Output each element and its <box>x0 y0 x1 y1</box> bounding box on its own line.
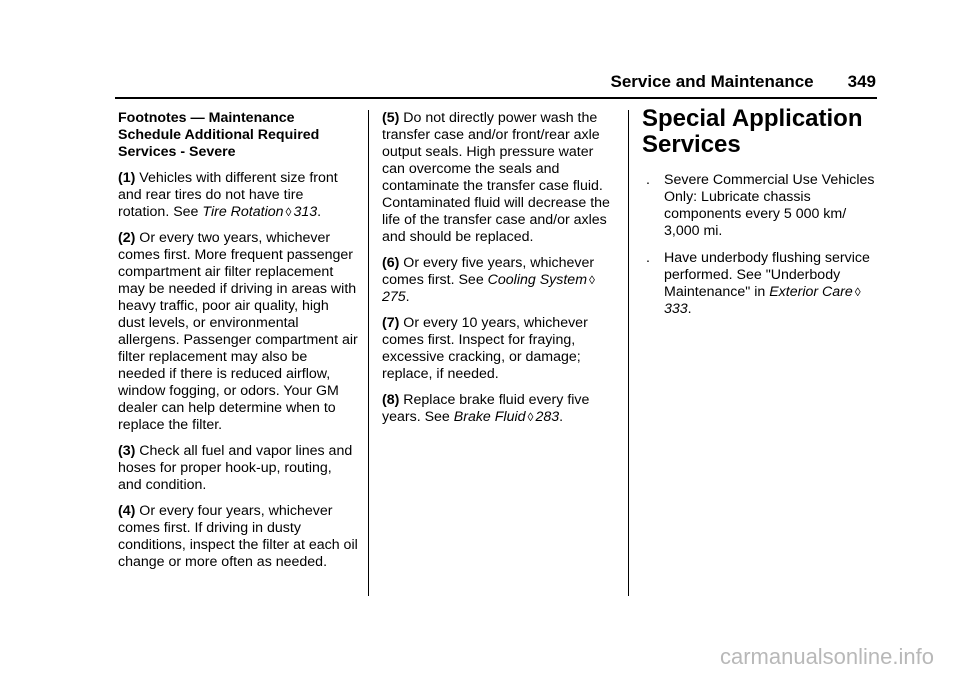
section-title: Service and Maintenance <box>610 72 814 91</box>
footnote-3 <box>118 443 358 494</box>
footnote-2 <box>118 230 358 434</box>
watermark: carmanualsonline.info <box>719 644 934 669</box>
column-middle <box>382 110 614 435</box>
footnote-number: (7) <box>382 315 400 331</box>
header-rule <box>115 97 877 99</box>
footnotes-heading: Footnotes — Maintenance Schedule Additional Required Services - Severe <box>118 110 320 160</box>
footnote-text: Do not directly power wash the transfer case and/or front/rear axle output seals. High pressure water can overcome the seals and contaminate the transfer case fluid. Contaminated fluid will decrease the life of the transfer case and/or axles and should be replaced. <box>382 110 610 245</box>
footnote-7 <box>382 315 614 383</box>
list-item-text: Severe Commercial Use Vehicles Only: Lubricate chassis components every 5 000 km/ 3,000 mi. <box>664 172 875 239</box>
footnote-text: Or every four years, whichever comes first. If driving in dusty conditions, inspect the filter at each oil change or more often as needed. <box>118 503 358 570</box>
footnote-5 <box>382 110 614 246</box>
cross-reference-page[interactable]: 313 <box>293 204 318 220</box>
page-ref-icon: ◊ <box>285 205 292 219</box>
footnote-number: (5) <box>382 110 400 126</box>
footnote-number: (2) <box>118 230 136 246</box>
punctuation: . <box>687 301 692 317</box>
list-item <box>642 172 878 240</box>
list-item <box>642 250 878 318</box>
section-heading: Special Application Services <box>642 105 863 158</box>
cross-reference-page[interactable]: 333 <box>664 301 688 317</box>
bullet-icon: . <box>646 250 650 266</box>
page-ref-icon: ◊ <box>589 273 595 287</box>
column-right <box>642 106 878 328</box>
punctuation: . <box>405 289 410 305</box>
cross-reference-link[interactable]: Brake Fluid <box>453 409 526 425</box>
footnote-8 <box>382 392 614 426</box>
footnote-number: (4) <box>118 503 136 519</box>
footnote-text: Replace brake fluid every five years. See <box>382 392 590 425</box>
punctuation: . <box>317 204 322 220</box>
footnote-number: (3) <box>118 443 136 459</box>
punctuation: . <box>559 409 564 425</box>
footnote-text: Vehicles with different size front and rear tires do not have tire rotation. See <box>118 170 338 220</box>
page-ref-icon: ◊ <box>854 285 861 299</box>
cross-reference-link[interactable]: Cooling System <box>487 272 588 288</box>
footnote-number: (6) <box>382 255 400 271</box>
footnote-text: Or every five years, whichever comes first. See <box>382 255 595 288</box>
page-number: 349 <box>847 72 876 91</box>
cross-reference-page[interactable]: 275 <box>382 289 406 305</box>
footnote-number: (1) <box>118 170 136 186</box>
page-header <box>560 70 876 94</box>
column-divider <box>628 110 629 596</box>
footnote-6 <box>382 255 614 306</box>
cross-reference-link[interactable]: Tire Rotation <box>202 204 284 220</box>
column-left <box>118 110 358 580</box>
column-divider <box>368 110 369 596</box>
footnote-text: Or every 10 years, whichever comes first. Inspect for fraying, excessive cracking, or damage; replace, if needed. <box>382 315 588 382</box>
list-item-body <box>664 250 878 318</box>
cross-reference-page[interactable]: 283 <box>535 409 560 425</box>
footnote-text: Or every two years, whichever comes first. More frequent passenger compartment air filter replacement may be needed if driving in areas with heavy traffic, poor air quality, high dust levels, or environmental allergens. Passenger compartment air filter replacement may also be needed if there is reduced airflow, window fogging, or odors. Your GM dealer can help determine when to replace the filter. <box>118 230 358 433</box>
footnote-1 <box>118 170 358 221</box>
footnote-4 <box>118 503 358 571</box>
footnote-number: (8) <box>382 392 400 408</box>
list-item-text: Have underbody flushing service performed. See "Underbody Maintenance" in <box>664 250 870 300</box>
page-ref-icon: ◊ <box>527 410 534 424</box>
cross-reference-link[interactable]: Exterior Care <box>769 284 853 300</box>
bullet-icon: . <box>646 172 650 188</box>
footnote-text: Check all fuel and vapor lines and hoses for proper hook-up, routing, and condition. <box>118 443 353 493</box>
